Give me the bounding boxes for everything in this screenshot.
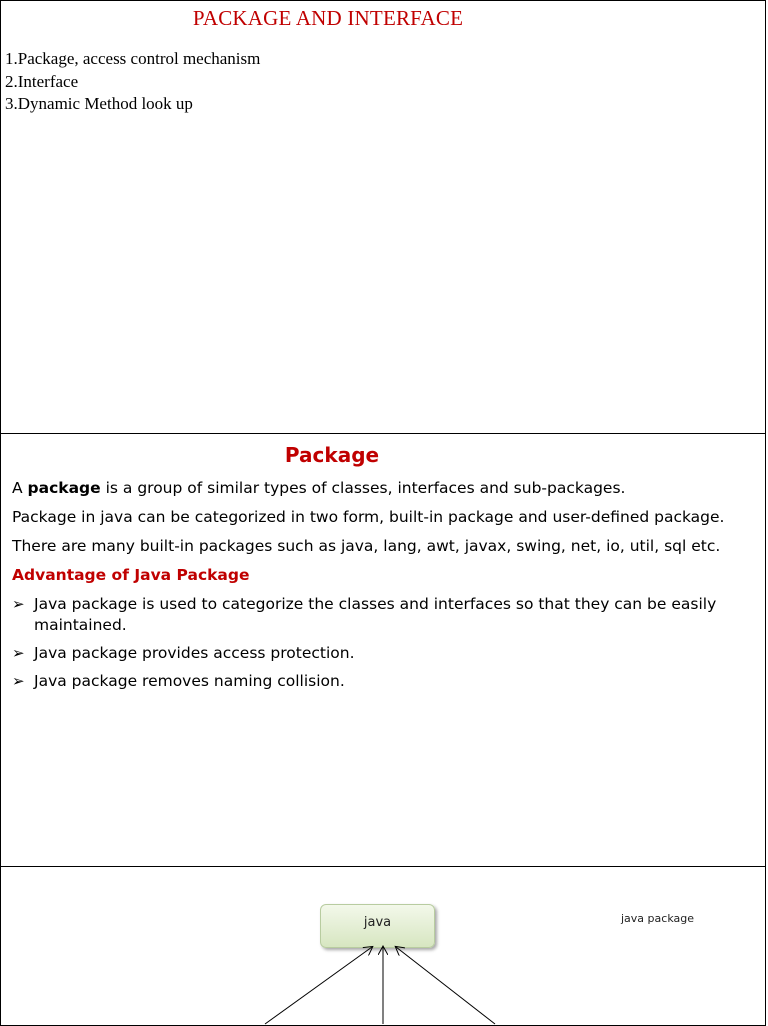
- slide-2-title: Package: [284, 443, 380, 467]
- package-categories-text: Package in java can be categorized in two form, built-in package and user-defined package.: [12, 508, 725, 526]
- java-node-label: java: [363, 914, 392, 930]
- definition-prefix: A: [12, 479, 28, 497]
- advantage-text: Java package provides access protection.: [34, 644, 355, 662]
- package-hierarchy-arrows: [250, 940, 520, 1024]
- topic-item: 2.Interface: [5, 71, 79, 91]
- advantage-text: Java package removes naming collision.: [34, 672, 345, 690]
- advantage-item: [12, 594, 752, 636]
- java-package-caption: java package: [621, 912, 694, 925]
- arrow-left: [265, 947, 372, 1024]
- topic-item: 1.Package, access control mechanism: [5, 49, 261, 68]
- advantage-item: [12, 671, 752, 692]
- arrow-bullet-icon: ➢: [12, 644, 25, 662]
- package-definition: [12, 478, 752, 499]
- slide-2-body: [12, 478, 752, 699]
- topic-item: 3.Dynamic Method look up: [5, 94, 193, 113]
- arrow-bullet-icon: ➢: [12, 672, 25, 690]
- definition-term: package: [27, 479, 101, 497]
- advantage-item: [12, 643, 752, 664]
- arrow-bullet-icon: ➢: [12, 595, 25, 613]
- definition-suffix: is a group of similar types of classes, interfaces and sub-packages.: [100, 479, 626, 497]
- topic-list: [5, 48, 260, 116]
- slide-1-title: PACKAGE AND INTERFACE: [192, 6, 464, 30]
- advantage-list: [12, 594, 752, 692]
- advantage-text: Java package is used to categorize the classes and interfaces so that they can be easily maintained.: [34, 595, 717, 634]
- advantage-subheading: Advantage of Java Package: [12, 566, 250, 584]
- arrow-right: [396, 947, 495, 1024]
- builtin-packages-text: There are many built-in packages such as java, lang, awt, javax, swing, net, io, util, sql etc.: [12, 537, 721, 555]
